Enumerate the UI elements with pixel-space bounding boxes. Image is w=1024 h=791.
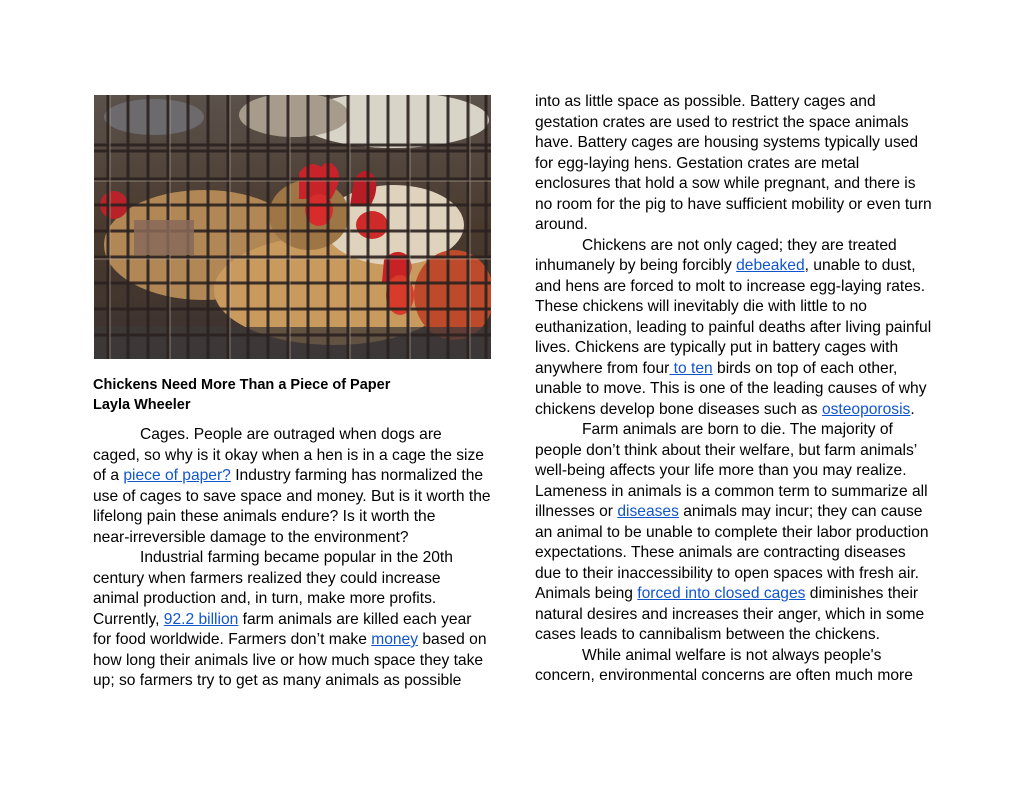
text-segment: due to their inaccessibility to open spaces with fresh air. — [535, 564, 919, 582]
inline-link[interactable]: to ten — [669, 359, 713, 377]
right-column-text — [535, 92, 935, 687]
text-line — [535, 195, 935, 216]
text-segment: people don’t think about their welfare, but farm animals’ — [535, 441, 918, 459]
text-line — [535, 605, 935, 626]
text-segment: near-irreversible damage to the environment? — [93, 528, 409, 546]
text-line — [93, 446, 493, 467]
text-line — [535, 584, 935, 605]
text-line — [535, 564, 935, 585]
inline-link[interactable]: forced into closed cages — [637, 585, 806, 602]
text-line — [535, 338, 935, 359]
text-line — [535, 461, 935, 482]
text-line — [93, 671, 493, 692]
text-segment: century when farmers realized they could increase — [93, 569, 441, 587]
caged-chickens-photo — [94, 95, 491, 359]
text-segment: Currently, — [93, 610, 164, 628]
text-line — [535, 420, 935, 441]
text-segment: unable to move. This is one of the leading causes of why — [535, 380, 927, 397]
text-line — [535, 482, 935, 503]
text-line — [535, 92, 935, 113]
text-segment: lifelong pain these animals endure? Is it worth the — [93, 508, 436, 525]
text-line — [93, 651, 493, 672]
text-segment: for egg-laying hens. Gestation crates are metal — [535, 154, 860, 172]
inline-link[interactable]: osteoporosis — [821, 400, 911, 418]
text-segment: Industry farming has normalized the — [230, 467, 484, 484]
text-segment: use of cages to save space and money. But is it worth the — [93, 487, 491, 505]
text-segment: . — [910, 400, 915, 418]
text-segment: chickens develop bone diseases such as — [535, 400, 822, 418]
left-column-text — [93, 425, 493, 692]
text-line — [535, 400, 935, 421]
text-segment: up; so farmers try to get as many animals as possible — [93, 672, 462, 689]
text-line — [535, 625, 935, 646]
text-line — [93, 548, 493, 569]
text-segment: how long their animals live or how much space they take — [93, 651, 484, 669]
text-segment: expectations. These animals are contracting diseases — [535, 544, 906, 561]
text-line — [535, 318, 935, 339]
text-segment: an animal to be unable to complete their labor production — [535, 523, 929, 541]
text-segment: have. Battery cages are housing systems typically used — [535, 134, 919, 151]
text-line — [535, 236, 935, 257]
text-segment: cases leads to cannibalism between the chickens. — [535, 626, 880, 643]
inline-link[interactable]: debeaked — [736, 257, 805, 274]
text-line — [535, 154, 935, 175]
chickens-in-cage-image — [94, 95, 491, 359]
text-segment: inhumanely by being forcibly — [535, 257, 737, 274]
text-segment: and hens are forced to molt to increase egg-laying rates. — [535, 277, 926, 295]
text-segment: euthanization, leading to painful deaths after living painful — [535, 318, 932, 336]
text-segment: Farm animals are born to die. The majority of — [582, 421, 893, 438]
article-author: Layla Wheeler — [93, 397, 191, 413]
text-segment: diminishes their — [805, 585, 919, 602]
text-segment: enclosures that hold a sow while pregnant, and there is — [535, 175, 916, 192]
text-segment: Lameness in animals is a common term to summarize all — [535, 482, 928, 500]
text-segment: gestation crates are used to restrict the space animals — [535, 113, 909, 131]
text-line — [535, 277, 935, 298]
text-line — [535, 646, 935, 667]
text-segment: Animals being — [535, 585, 638, 602]
text-segment: animal production and, in turn, make more profits. — [93, 590, 437, 607]
text-segment: These chickens will inevitably die with little to no — [535, 298, 867, 315]
text-line — [535, 523, 935, 544]
text-segment: into as little space as possible. Battery cages and — [535, 93, 876, 110]
text-line — [535, 174, 935, 195]
text-line — [535, 113, 935, 134]
text-segment: based on — [418, 631, 487, 648]
text-line — [535, 502, 935, 523]
text-segment: birds on top of each other, — [712, 359, 898, 377]
text-line — [93, 507, 493, 528]
text-segment: well-being affects your life more than you may realize. — [535, 462, 907, 479]
text-line — [93, 425, 493, 446]
article-heading — [93, 375, 513, 415]
text-line — [93, 630, 493, 651]
text-segment: farm animals are killed each year — [238, 610, 472, 628]
text-line — [535, 441, 935, 462]
text-line — [535, 297, 935, 318]
text-line — [93, 487, 493, 508]
text-segment: Industrial farming became popular in the 20th — [140, 549, 453, 566]
text-line — [93, 528, 493, 549]
text-segment: no room for the pig to have sufficient mobility or even turn — [535, 195, 932, 213]
inline-link[interactable]: diseases — [617, 503, 679, 520]
text-line — [93, 466, 493, 487]
inline-link[interactable]: piece of paper? — [123, 467, 231, 484]
text-line — [535, 666, 935, 687]
inline-link[interactable]: 92.2 billion — [163, 610, 239, 628]
text-line — [93, 610, 493, 631]
text-segment: concern, environmental concerns are often much more — [535, 667, 913, 684]
text-segment: around. — [535, 216, 588, 233]
text-line — [93, 569, 493, 590]
text-segment: animals may incur; they can cause — [678, 503, 923, 520]
text-line — [535, 256, 935, 277]
text-segment: , unable to dust, — [804, 257, 916, 274]
inline-link[interactable]: money — [371, 631, 419, 648]
text-line — [535, 543, 935, 564]
text-line — [535, 133, 935, 154]
article-title: Chickens Need More Than a Piece of Paper — [93, 377, 391, 393]
text-segment: illnesses or — [535, 503, 618, 520]
text-line — [535, 215, 935, 236]
text-line — [93, 589, 493, 610]
text-segment: anywhere from four — [535, 359, 670, 377]
text-segment: While animal welfare is not always people's — [582, 646, 882, 664]
text-line — [535, 359, 935, 380]
text-segment: for food worldwide. Farmers don’t make — [93, 631, 372, 648]
text-segment: lives. Chickens are typically put in battery cages with — [535, 339, 899, 356]
text-segment: caged, so why is it okay when a hen is in a cage the size — [93, 446, 484, 464]
text-segment: Cages. People are outraged when dogs are — [140, 426, 442, 443]
text-line — [535, 379, 935, 400]
text-segment: natural desires and increases their anger, which in some — [535, 605, 925, 623]
text-segment: Chickens are not only caged; they are treated — [582, 236, 897, 254]
text-segment: of a — [93, 467, 124, 484]
